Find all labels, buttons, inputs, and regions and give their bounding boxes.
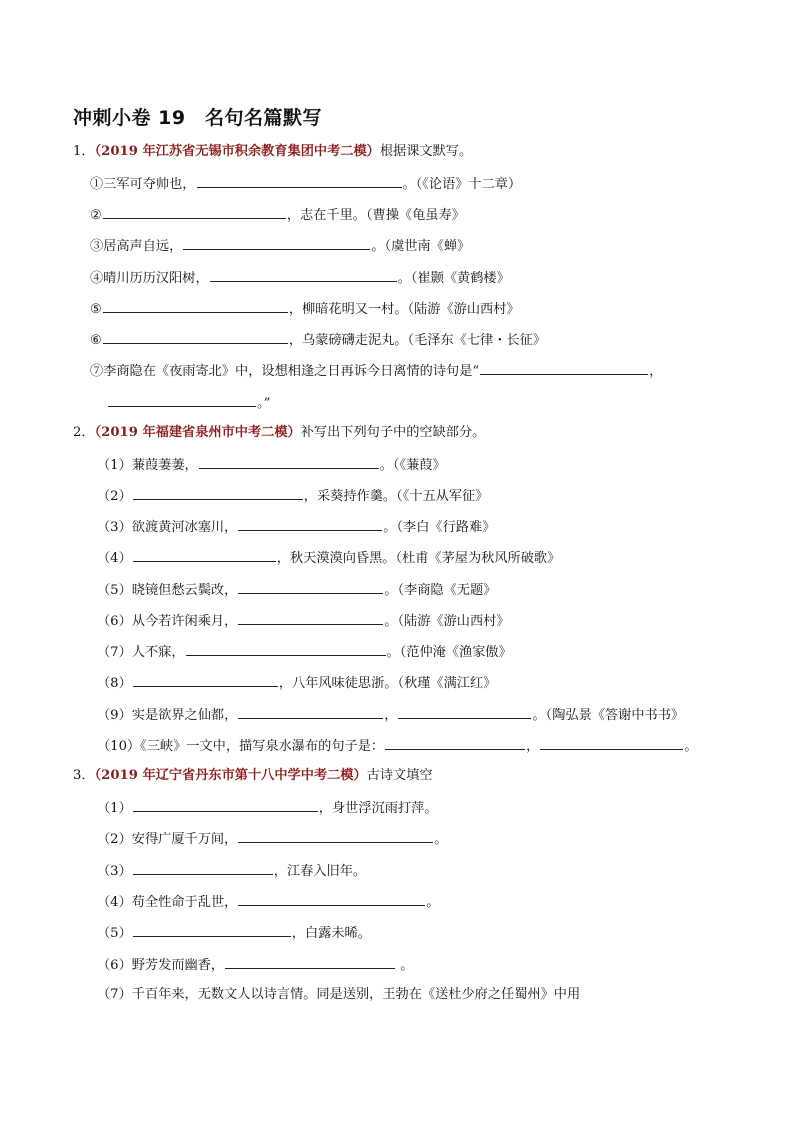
page-title: 冲刺小卷 19 名句名篇默写 xyxy=(73,107,323,129)
answer-blank[interactable] xyxy=(199,455,379,469)
answer-blank[interactable] xyxy=(103,330,288,344)
list-item: ⑦李商隐在《夜雨寄北》中，设想相逢之日再诉今日离情的诗句是“ ， xyxy=(90,361,662,381)
answer-blank[interactable] xyxy=(133,798,318,812)
list-item: ④晴川历历汉阳树， 。（崔颢《黄鹤楼》 xyxy=(90,268,510,288)
question-3-heading xyxy=(73,767,433,785)
list-item: （2） ，采葵持作羹。（《十五从军征》 xyxy=(97,486,488,506)
question-source: （2019 年江苏省无锡市积余教育集团中考二模） xyxy=(94,144,380,159)
answer-blank[interactable] xyxy=(186,642,386,656)
answer-blank[interactable] xyxy=(133,673,278,687)
answer-blank[interactable] xyxy=(238,517,382,531)
list-item: ② ，志在千里。（曹操《龟虽寿》 xyxy=(90,205,465,225)
question-source: （2019 年辽宁省丹东市第十八中学中考二模） xyxy=(94,768,367,783)
list-item: （5）晓镜但愁云鬓改， 。（李商隐《无题》 xyxy=(97,580,496,600)
answer-blank[interactable] xyxy=(133,486,303,500)
list-item: （4） ，秋天漠漠向昏黑。（杜甫《茅屋为秋风所破歌》 xyxy=(97,548,560,568)
question-prompt: 根据课文默写。 xyxy=(379,144,473,159)
list-item: （2）安得广厦千万间， 。 xyxy=(97,829,447,849)
list-item: （5） ，白露未晞。 xyxy=(97,923,371,943)
list-item: （1） ，身世浮沉雨打萍。 xyxy=(97,798,437,818)
answer-blank[interactable] xyxy=(238,892,425,906)
answer-blank[interactable] xyxy=(238,705,383,719)
list-item: （3） ，江春入旧年。 xyxy=(97,861,366,881)
list-item: （8） ，八年风味徒思浙。（秋瑾《满江红》 xyxy=(97,673,496,693)
answer-blank[interactable] xyxy=(398,705,531,719)
question-prompt: 补写出下列句子中的空缺部分。 xyxy=(300,425,486,440)
answer-blank[interactable] xyxy=(238,829,433,843)
question-number: 1． xyxy=(73,144,95,159)
question-number: 3． xyxy=(73,768,95,783)
question-number: 2． xyxy=(73,425,95,440)
list-item: ①三军可夺帅也， 。（《论语》十二章） xyxy=(90,174,521,194)
question-prompt: 古诗文填空 xyxy=(366,768,433,783)
answer-blank[interactable] xyxy=(210,268,397,282)
question-source: （2019 年福建省泉州市中考二模） xyxy=(94,425,301,440)
answer-blank[interactable] xyxy=(238,580,383,594)
list-item: ⑥ ，乌蒙磅礴走泥丸。（毛泽东《七律・长征》 xyxy=(90,330,546,350)
list-item: （6）野芳发而幽香， 。 xyxy=(97,955,413,975)
answer-blank[interactable] xyxy=(225,955,395,969)
question-2-heading xyxy=(73,424,485,442)
list-item: （6）从今若许闲乘月， 。（陆游《游山西村》 xyxy=(97,611,510,631)
answer-blank[interactable] xyxy=(133,923,291,937)
list-item: （7）人不寐， 。（范仲淹《渔家傲》 xyxy=(97,642,512,662)
list-item: （10）《三峡》一文中，描写泉水瀑布的句子是： ， 。 xyxy=(97,736,698,756)
list-item: （9）实是欲界之仙都， ， 。（陶弘景《答谢中书书》 xyxy=(97,705,684,725)
answer-blank[interactable] xyxy=(133,548,276,562)
answer-blank[interactable] xyxy=(183,236,370,250)
answer-blank[interactable] xyxy=(103,299,288,313)
answer-blank[interactable] xyxy=(540,736,683,750)
answer-blank[interactable] xyxy=(108,393,256,407)
list-item: ③居高声自远， 。（虞世南《蝉》 xyxy=(90,236,470,256)
list-item: （3）欲渡黄河冰塞川， 。（李白《行路难》 xyxy=(97,517,495,537)
answer-blank[interactable] xyxy=(238,611,383,625)
answer-blank[interactable] xyxy=(385,736,525,750)
answer-blank[interactable] xyxy=(197,174,402,188)
question-1-heading xyxy=(73,143,472,161)
answer-blank[interactable] xyxy=(103,205,286,219)
answer-blank[interactable] xyxy=(480,361,648,375)
answer-blank[interactable] xyxy=(133,861,273,875)
list-item: （7）千百年来，无数文人以诗言情。同是送别，王勃在《送杜少府之任蜀州》中用 xyxy=(97,987,581,1002)
list-item-continuation: 。” xyxy=(107,393,270,413)
list-item: ⑤ ，柳暗花明又一村。（陆游《游山西村》 xyxy=(90,299,520,319)
list-item: （1）蒹葭萋萋， 。（《蒹葭》 xyxy=(97,455,446,475)
list-item: （4）苟全性命于乱世， 。 xyxy=(97,892,439,912)
